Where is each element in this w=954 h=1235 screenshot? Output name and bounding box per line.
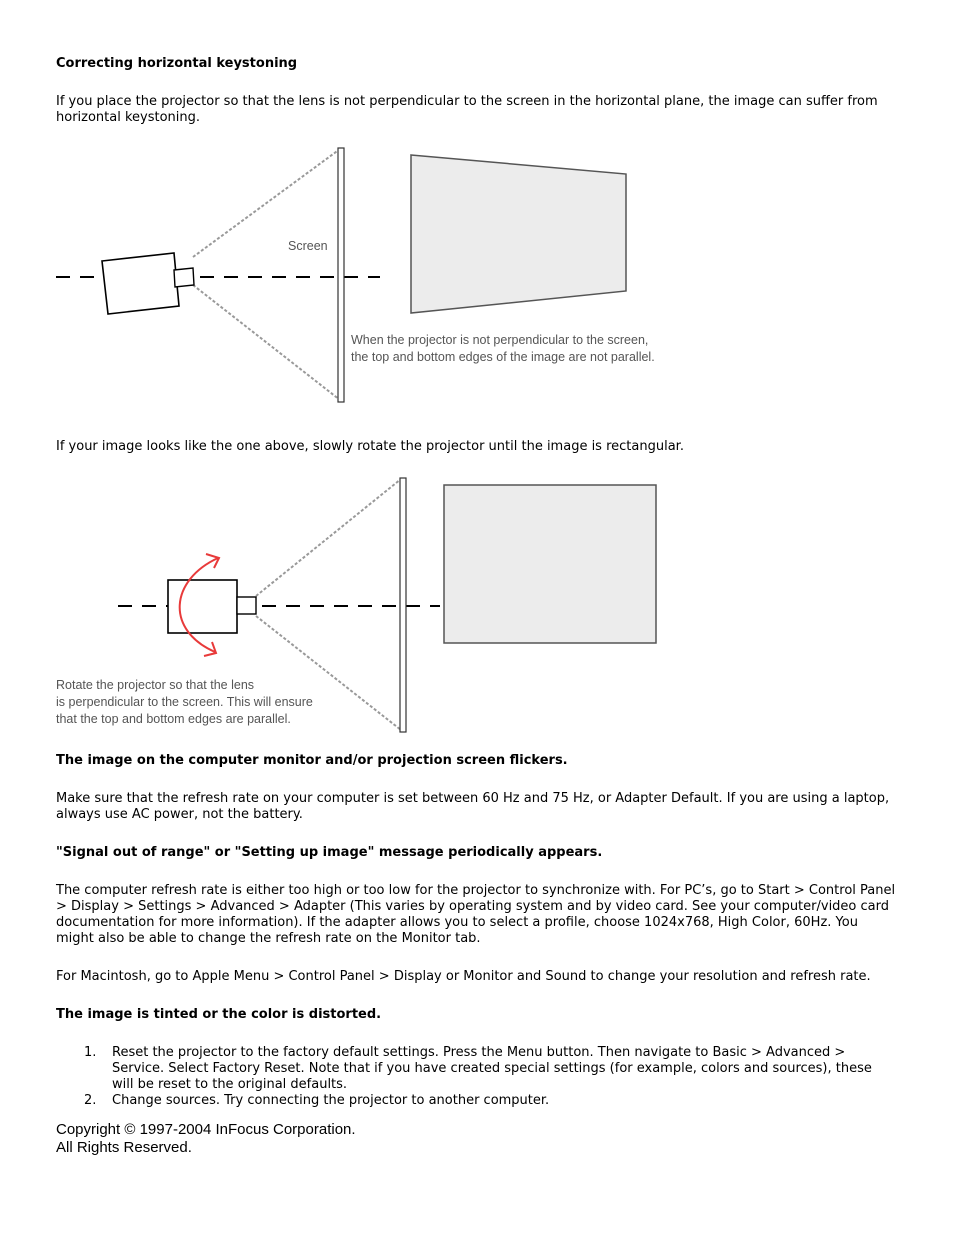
rotate-instruction: If your image looks like the one above, slowly rotate the projector until the image is rectangular. bbox=[56, 439, 684, 454]
rights-line: All Rights Reserved. bbox=[56, 1139, 192, 1156]
figure2-caption-line3: that the top and bottom edges are parallel. bbox=[56, 712, 291, 726]
keystone-diagram bbox=[0, 140, 954, 410]
list-item-text: Reset the projector to the factory default settings. Press the Menu button. Then navigate to Basic > Advanced > Service. Select Factory Reset. Note that if you have created special settings (for example, colors and sources), these will be reset to the original defaults. bbox=[112, 1045, 872, 1092]
list-number: 1. bbox=[84, 1045, 97, 1060]
list-item bbox=[56, 1045, 896, 1093]
figure2-caption-line2: is perpendicular to the screen. This will ensure bbox=[56, 695, 313, 709]
rectangular-image-icon bbox=[444, 485, 656, 643]
section-heading-flicker: The image on the computer monitor and/or projection screen flickers. bbox=[56, 753, 568, 768]
projector-icon bbox=[102, 253, 194, 314]
keystoned-image-icon bbox=[411, 155, 626, 313]
list-item-text: Change sources. Try connecting the projector to another computer. bbox=[112, 1093, 550, 1108]
copyright-footer bbox=[56, 1121, 356, 1157]
copyright-line: Copyright © 1997-2004 InFocus Corporation. bbox=[56, 1121, 356, 1138]
figure1-caption-line2: the top and bottom edges of the image are not parallel. bbox=[351, 350, 655, 364]
section-heading-signal: "Signal out of range" or "Setting up image" message periodically appears. bbox=[56, 845, 603, 860]
section-heading-color: The image is tinted or the color is distorted. bbox=[56, 1007, 382, 1022]
color-fix-list bbox=[56, 1045, 896, 1109]
signal-text-mac: For Macintosh, go to Apple Menu > Control Panel > Display or Monitor and Sound to change your resolution and refresh rate. bbox=[56, 969, 871, 984]
flicker-text: Make sure that the refresh rate on your computer is set between 60 Hz and 75 Hz, or Adapter Default. If you are using a laptop, always use AC power, not the battery. bbox=[56, 791, 890, 822]
rotation-diagram bbox=[0, 470, 954, 740]
keystoning-intro: If you place the projector so that the lens is not perpendicular to the screen in the horizontal plane, the image can suffer from horizontal keystoning. bbox=[56, 94, 878, 125]
projector-icon bbox=[168, 580, 256, 633]
screen-label: Screen bbox=[288, 239, 328, 253]
list-number: 2. bbox=[84, 1093, 97, 1108]
figure1-caption-line1: When the projector is not perpendicular to the screen, bbox=[351, 333, 649, 347]
section-heading-keystoning: Correcting horizontal keystoning bbox=[56, 56, 298, 71]
list-item bbox=[56, 1093, 896, 1109]
signal-text-pc: The computer refresh rate is either too high or too low for the projector to synchronize with. For PC’s, go to Start > Control Panel > Display > Settings > Advanced > Adapter (This varies by operating system and by video card. See your computer/video card documentation for more information). If the adapter allows you to select a profile, choose 1024x768, High Color, 60Hz. You might also be able to change the refresh rate on the Monitor tab. bbox=[56, 883, 896, 946]
figure2-caption-line1: Rotate the projector so that the lens bbox=[56, 678, 255, 692]
